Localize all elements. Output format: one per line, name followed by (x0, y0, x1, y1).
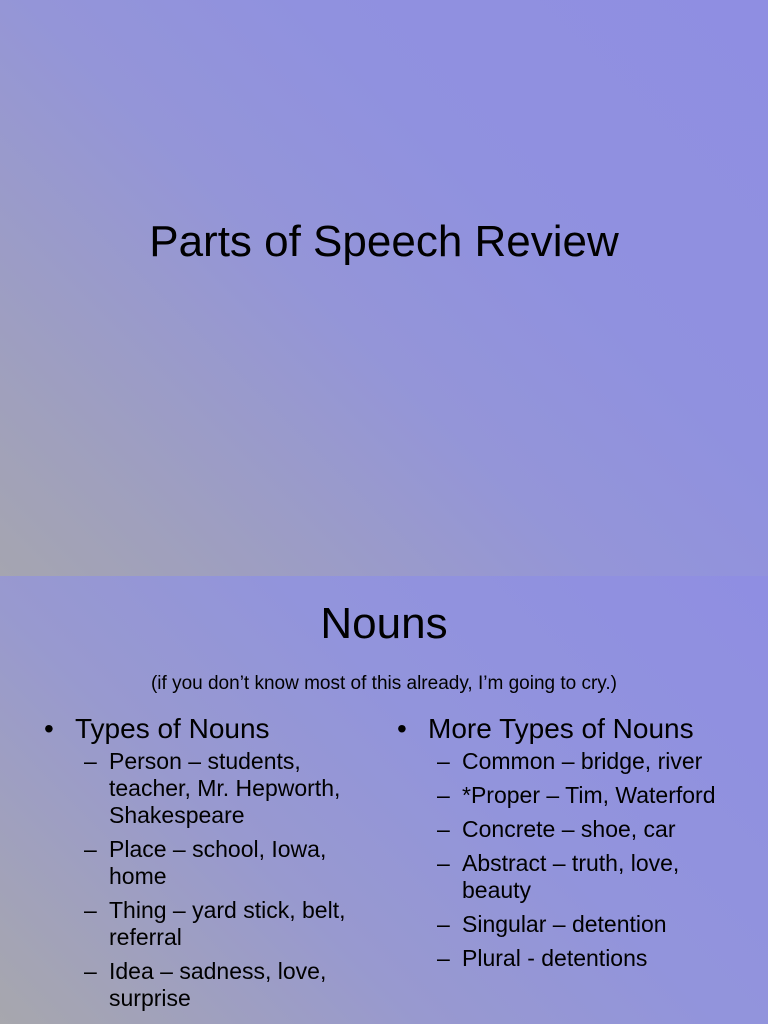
sub-list (437, 748, 737, 972)
sub-item (84, 836, 364, 890)
dash-mark: – (84, 836, 97, 862)
left-column (44, 712, 364, 1019)
sub-item-text: Plural - detentions (462, 945, 648, 971)
dash-mark: – (437, 911, 450, 937)
sub-item-text: *Proper – Tim, Waterford (462, 782, 716, 808)
sub-item (437, 850, 737, 904)
nouns-slide (0, 576, 768, 1024)
right-column (397, 712, 737, 979)
sub-item-text: Idea – sadness, love, surprise (109, 958, 327, 1011)
sub-item (84, 897, 364, 951)
sub-item-text: Concrete – shoe, car (462, 816, 676, 842)
bullet-mark: • (397, 713, 407, 744)
dash-mark: – (437, 782, 450, 808)
bullet-heading: Types of Nouns (75, 713, 270, 744)
slide-title: Parts of Speech Review (149, 217, 619, 266)
dash-mark: – (437, 748, 450, 774)
dash-mark: – (84, 748, 97, 774)
sub-item (437, 911, 737, 938)
slide-title: Nouns (320, 599, 448, 648)
sub-item (84, 748, 364, 829)
sub-item (437, 816, 737, 843)
sub-item (437, 782, 737, 809)
bullet-heading: More Types of Nouns (428, 713, 694, 744)
slide-subtitle: (if you don’t know most of this already, I’m going to cry.) (150, 673, 618, 694)
dash-mark: – (437, 850, 450, 876)
sub-item (437, 945, 737, 972)
dash-mark: – (84, 958, 97, 984)
sub-item-text: Abstract – truth, love, beauty (462, 850, 680, 903)
dash-mark: – (437, 816, 450, 842)
bullet-item (397, 712, 737, 746)
dash-mark: – (84, 897, 97, 923)
sub-item-text: Singular – detention (462, 911, 667, 937)
sub-list (84, 748, 364, 1012)
bullet-item (44, 712, 364, 746)
sub-item-text: Place – school, Iowa, home (109, 836, 327, 889)
sub-item (84, 958, 364, 1012)
sub-item-text: Thing – yard stick, belt, referral (109, 897, 346, 950)
bullet-mark: • (44, 713, 54, 744)
sub-item (437, 748, 737, 775)
sub-item-text: Person – students, teacher, Mr. Hepworth, Shakespeare (109, 748, 341, 828)
sub-item-text: Common – bridge, river (462, 748, 703, 774)
dash-mark: – (437, 945, 450, 971)
